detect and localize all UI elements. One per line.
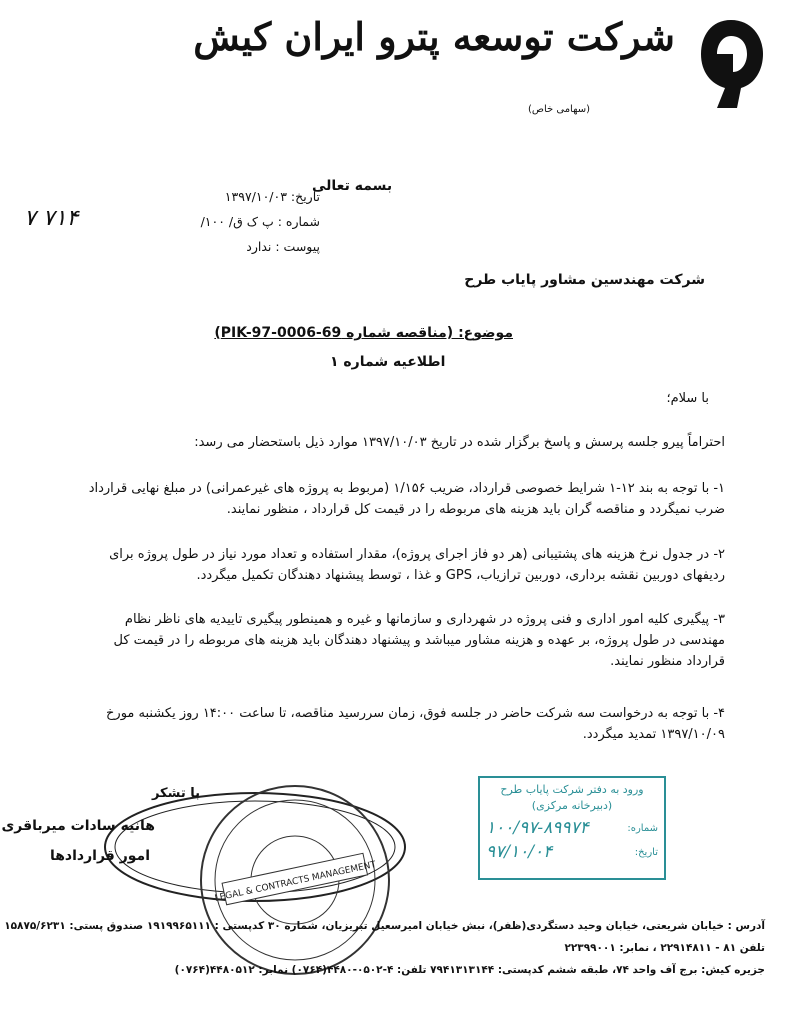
item-3: ۳- پیگیری کلیه امور اداری و فنی پروژه در شهرداری و سازمانها و غیره و همینطور پیگیری تاییدیه های ناظر نظام مهندسی در طول پروژه، بر عهده و هزینه مشاور میباشد و پیشنهاد دهندگان باید هزینه های مربوطه را در قیمت کل قرارداد منظور نمایند. [113, 612, 725, 669]
footer-address [4, 915, 765, 981]
item-1: ۱- با توجه به بند ۱۲-۱ شرایط خصوصی قرارداد، ضریب ۱/۱۵۶ (مربوط به پروژه های غیرعمرانی) در مبلغ نهایی قرارداد ضرب نمیگردد و مناقصه گران باید هزینه های مربوطه را در قیمت کل قرارداد ، منظور نمایند. [88, 481, 725, 517]
letter-meta [120, 184, 320, 259]
recipient: شرکت مهندسین مشاور پایاب طرح [464, 272, 705, 288]
letter-attachment: پیوست : ندارد [246, 239, 320, 254]
letter-date: تاریخ: ۱۳۹۷/۱۰/۰۳ [224, 189, 320, 204]
receipt-date-value: ۹۷/۱۰/۰۴ [486, 842, 553, 862]
bismillah-heading: بسمه تعالی [312, 178, 393, 194]
receipt-date-label: تاریخ: [634, 846, 658, 858]
salutation: با سلام؛ [666, 391, 709, 406]
receipt-stamp-subtitle: (دبیرخانه مرکزی) [531, 799, 613, 812]
item-4: ۴- با توجه به درخواست سه شرکت حاضر در جلسه فوق، زمان سررسید مناقصه، تا ساعت ۱۴:۰۰ روز یکشنبه مورخ ۱۳۹۷/۱۰/۰۹ تمدید میگردد. [106, 706, 725, 742]
footer-address-line-3: جزیره کیش: برج آف واحد ۷۴، طبقه ششم کدپستی: ۷۹۴۱۳۱۳۱۴۴ تلفن: ۴-۰۵۰۲-۴۴۸۰(۰۷۶۴) نمابر: ۴۴۸۰۵۱۲(۰۷۶۴) [174, 964, 765, 976]
receipt-stamp-title: ورود به دفتر شرکت پایاب طرح [500, 783, 644, 796]
subject-line: موضوع: (مناقصه شماره PIK-97-0006-69) [214, 325, 513, 341]
footer-address-line-2: تلفن ۸۱ - ۲۲۹۱۴۸۱۱ ، نمابر: ۲۲۳۹۹۰۰۱ [564, 942, 765, 954]
company-type: (سهامی خاص) [527, 104, 590, 115]
receipt-number-value: ۱۰۰/۹۷-۸۹۹۷۴ [486, 818, 589, 838]
company-name: شرکت توسعه پترو ایران کیش [193, 14, 675, 59]
closing: با تشکر [151, 786, 200, 801]
signer-name: هانیه سادات میرباقری [1, 818, 155, 834]
signer-department: امور قراردادها [49, 848, 150, 864]
letter-number: شماره : پ ک ق/ ۱۰۰/ [200, 214, 320, 229]
footer-address-line-1: آدرس : خیابان شریعتی، خیابان وحید دستگردی(ظفر)، نبش خیابان امیرسعیل تبریزیان، شماره ۳۰ کدپستی : ۱۹۱۹۹۶۵۱۱۱ صندوق پستی: ۱۵۸۷۵/۶۲۳۱ [4, 920, 765, 932]
intro-paragraph: احتراماً پیرو جلسه پرسش و پاسخ برگزار شده در تاریخ ۱۳۹۷/۱۰/۰۳ موارد ذیل باستحضار می رسد: [194, 435, 725, 450]
handwritten-number: ۷ ۷۱۴ [24, 206, 79, 231]
receipt-number-label: شماره: [627, 822, 658, 834]
company-logo-icon [695, 14, 767, 112]
item-2: ۲- در جدول نرخ هزینه های پشتیبانی (هر دو فاز اجرای پروژه)، مقدار استفاده و تعداد مورد نیاز در طول پروژه برای ردیفهای دوربین نقشه برداری، دوربین ترازیاب، GPS و غذا ، توسط پیشنهاد دهندگان تکمیل میگردد. [109, 547, 725, 583]
subject-subtitle: اطلاعیه شماره ۱ [330, 354, 446, 370]
seal-legend: LEGAL & CONTRACTS MANAGEMENT [213, 859, 377, 904]
receipt-stamp [478, 776, 666, 880]
